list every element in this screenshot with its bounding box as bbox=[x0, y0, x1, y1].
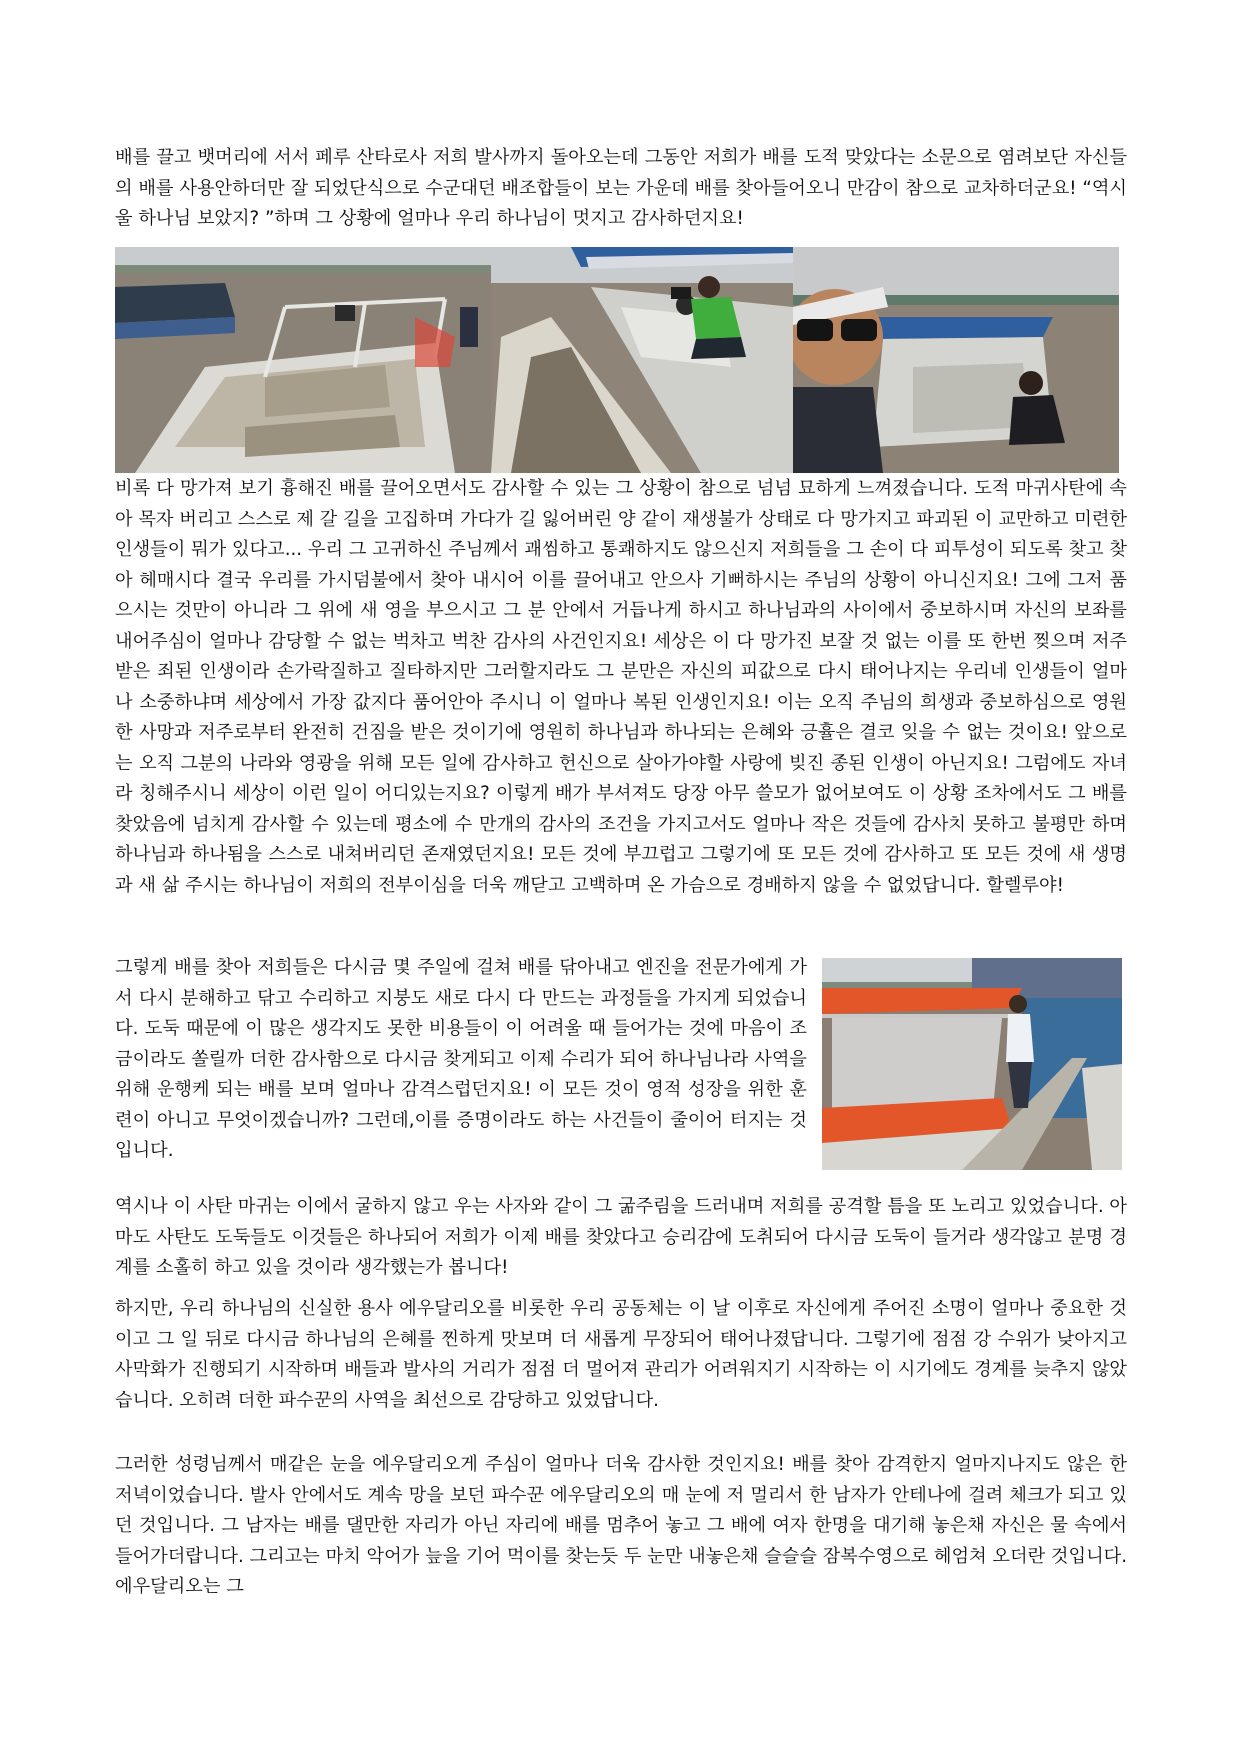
paragraph-5: 하지만, 우리 하나님의 신실한 용사 에우달리오를 비롯한 우리 공동체는 이 날 이후로 자신에게 주어진 소명이 얼마나 중요한 것이고 그 일 뒤로 다시금 하나님의 은혜를 찐하게 맛보며 더 새롭게 무장되어 태어나졌답니다. 그렇기에 점점 강 수위가 낮아지고 사막화가 진행되기 시작하며 배들과 발사의 거리가 점점 더 멀어져 관리가 어려워지기 시작하는 이 시기에도 경계를 늦추지 않았습니다. 오히려 더한 파수꾼의 사역을 최선으로 감당하고 있었답니다. bbox=[115, 1298, 1127, 1411]
paragraph-4: 역시나 이 사탄 마귀는 이에서 굴하지 않고 우는 사자와 같이 그 굶주림을 드러내며 저희를 공격할 틈을 또 노리고 있었습니다. 아마도 사탄도 도둑들도 이것들은 하나되어 저희가 이제 배를 찾았다고 승리감에 도취되어 다시금 도둑이 들거라 생각않고 분명 경계를 소홀히 하고 있을 것이라 생각했는가 봅니다! bbox=[115, 1196, 1127, 1278]
paragraph-3: 그렇게 배를 찾아 저희들은 다시금 몇 주일에 걸쳐 배를 닦아내고 엔진을 전문가에게 가서 다시 분해하고 닦고 수리하고 지붕도 새로 다시 다 만드는 과정들을 가지게 되었습니다. 도둑 때문에 이 많은 생각지도 못한 비용들이 이 어려울 때 들어가는 것에 마음이 조금이라도 쏠릴까 더한 감사함으로 다시금 찾게되고 이제 수리가 되어 하나님나라 사역을 위해 운행케 되는 배를 보며 얼마나 감격스럽던지요! 이 모든 것이 영적 성장을 위한 훈련이 아니고 무엇이겠습니까? 그런데,이를 증명이라도 하는 사건들이 줄이어 터지는 것입니다. bbox=[115, 957, 807, 1161]
photo-selfie-on-boat bbox=[793, 247, 1119, 473]
photo-damaged-boat-dock bbox=[115, 247, 491, 473]
photo-row bbox=[115, 247, 1119, 473]
paragraph-1: 배를 끌고 뱃머리에 서서 페루 산타로사 저희 발사까지 돌아오는데 그동안 저희가 배를 도적 맞았다는 소문으로 염려보단 자신들의 배를 사용안하더만 잘 되었단식으로 수군대던 배조합들이 보는 가운데 배를 찾아들어오니 만감이 참으로 교차하더군요! “역시 울 하나님 보았지? ”하며 그 상황에 얼마나 우리 하나님이 멋지고 감사하던지요! bbox=[115, 147, 1127, 229]
paragraph-6: 그러한 성령님께서 매같은 눈을 에우달리오게 주심이 얼마나 더욱 감사한 것인지요! 배를 찾아 감격한지 얼마지나지도 않은 한 저녁이었습니다. 발사 안에서도 계속 망을 보던 파수꾼 에우달리오의 매 눈에 저 멀리서 한 남자가 안테나에 걸려 체크가 되고 있던 것입니다. 그 남자는 배를 댈만한 자리가 아닌 자리에 배를 멈추어 놓고 그 배에 여자 한명을 대기해 놓은채 자신은 물 속에서 들어가더랍니다. 그리고는 마치 악어가 늪을 기어 먹이를 찾는듯 두 눈만 내놓은채 슬슬슬 잠복수영으로 헤엄쳐 오더란 것입니다. 에우달리오는 그 bbox=[115, 1454, 1127, 1597]
photo-repaired-boat bbox=[822, 958, 1122, 1170]
paragraph-2: 비록 다 망가져 보기 흉해진 배를 끌어오면서도 감사할 수 있는 그 상황이 참으로 넘넘 묘하게 느껴졌습니다. 도적 마귀사탄에 속아 목자 버리고 스스로 제 갈 길을 고집하며 가다가 길 잃어버린 양 같이 재생불가 상태로 다 망가지고 파괴된 이 교만하고 미련한 인생들이 뭐가 있다고... 우리 그 고귀하신 주님께서 괘씸하고 통쾌하지도 않으신지 저희들을 그 손이 다 피투성이 되도록 찾고 찾아 헤매시다 결국 우리를 가시덤불에서 찾아 내시어 이를 끌어내고 안으사 기뻐하시는 주님의 상황이 아니신지요! 그에 그저 품으시는 것만이 아니라 그 위에 새 영을 부으시고 그 분 안에서 거듭나게 하시고 하나님과의 사이에서 중보하시며 자신의 보좌를 내어주심이 얼마나 감당할 수 없는 벅차고 벅찬 감사의 사건인지요! 세상은 이 다 망가진 보잘 것 없는 이를 또 한번 찢으며 저주 받은 죄된 인생이라 손가락질하고 질타하지만 그러할지라도 그 분만은 자신의 피값으로 다시 태어나지는 우리네 인생들이 얼마나 소중하냐며 세상에서 가장 값지다 품어안아 주시니 이 얼마나 복된 인생인지요! 이는 오직 주님의 희생과 중보하심으로 영원한 사망과 저주로부터 완전히 건짐을 받은 것이기에 영원히 하나님과 하나되는 은혜와 긍휼은 결코 잊을 수 없는 것이요! 앞으로는 오직 그분의 나라와 영광을 위해 모든 일에 감사하고 헌신으로 살아가야할 사랑에 빚진 종된 인생이 아닌지요! 그럼에도 자녀라 칭해주시니 세상이 이런 일이 어디있는지요? 이렇게 배가 부셔져도 당장 아무 쓸모가 없어보여도 이 상황 조차에서도 그 배를 찾았음에 넘치게 감사할 수 있는데 평소에 수 만개의 감사의 조건을 가지고서도 얼마나 작은 것들에 감사치 못하고 불평만 하며 하나님과 하나됨을 스스로 내쳐버리던 존재였던지요! 모든 것에 부끄럽고 그렇기에 또 모든 것에 감사하고 또 모든 것에 새 생명과 새 삶 주시는 하나님이 저희의 전부이심을 더욱 깨닫고 고백하며 온 가슴으로 경배하지 않을 수 없었답니다. 할렐루야! bbox=[115, 478, 1127, 896]
photo-man-steering-boat bbox=[491, 247, 793, 473]
